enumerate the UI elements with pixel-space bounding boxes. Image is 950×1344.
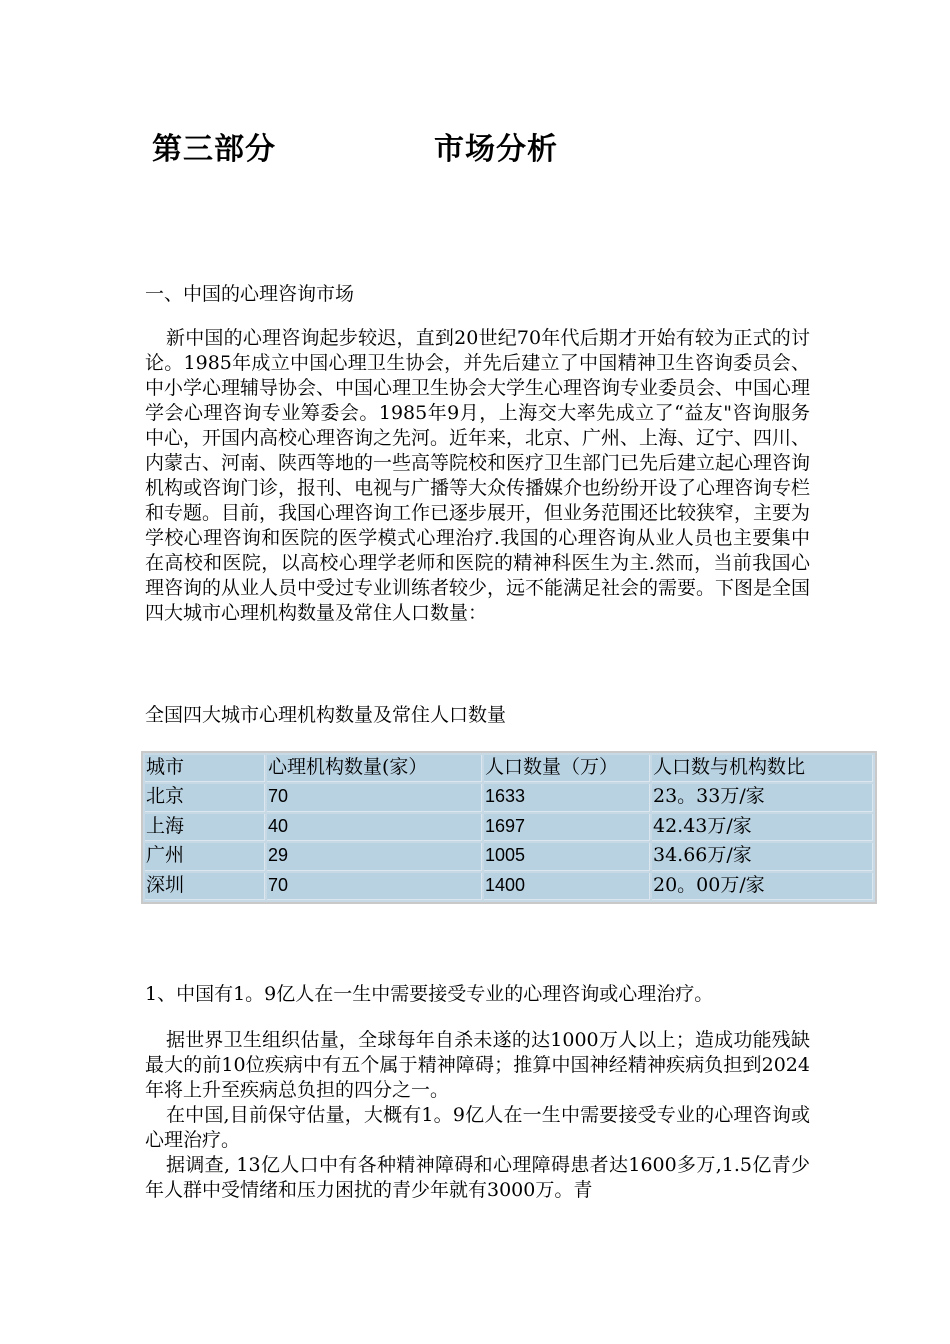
table-cell: 1400 <box>484 873 650 900</box>
table-row <box>145 814 873 841</box>
title-part: 第三部分 <box>152 132 276 167</box>
table-cell: 70 <box>267 873 482 900</box>
page-title <box>152 124 558 168</box>
table-header-cell: 城市 <box>145 755 265 782</box>
table-row <box>145 873 873 900</box>
body-paragraph: 在中国,目前保守估量，大概有1。9亿人在一生中需要接受专业的心理咨询或心理治疗。 <box>145 1104 810 1151</box>
table-cell: 1005 <box>484 843 650 870</box>
table-cell: 1633 <box>484 784 650 811</box>
table-row <box>145 843 873 870</box>
table-caption: 全国四大城市心理机构数量及常住人口数量 <box>145 704 507 726</box>
table-cell: 上海 <box>145 814 265 841</box>
table-cell: 40 <box>267 814 482 841</box>
table-cell: 北京 <box>145 784 265 811</box>
body-paragraph: 据调查, 13亿人口中有各种精神障碍和心理障碍患者达1600多万,1.5亿青少年人群中受情绪和压力困扰的青少年就有3000万。青 <box>145 1154 810 1201</box>
city-data-table <box>141 751 877 904</box>
body-paragraph: 据世界卫生组织估量，全球每年自杀未遂的达1000万人以上；造成功能残缺最大的前10位疾病中有五个属于精神障碍；推算中国神经精神疾病负担到2024年将上升至疾病总负担的四分之一。 <box>145 1029 810 1101</box>
table-cell: 广州 <box>145 843 265 870</box>
table-cell: 29 <box>267 843 482 870</box>
table-row <box>145 784 873 811</box>
table-header-cell: 人口数与机构数比 <box>652 755 873 782</box>
table-cell: 20。00万/家 <box>652 873 873 900</box>
table-header-cell: 人口数量（万） <box>484 755 650 782</box>
table-cell: 34.66万/家 <box>652 843 873 870</box>
table-cell: 1697 <box>484 814 650 841</box>
table-header-cell: 心理机构数量(家） <box>267 755 482 782</box>
title-name: 市场分析 <box>434 132 558 167</box>
intro-paragraph: 新中国的心理咨询起步较迟，直到20世纪70年代后期才开始有较为正式的讨论。1985年成立中国心理卫生协会，并先后建立了中国精神卫生咨询委员会、中小学心理辅导协会、中国心理卫生协会大学生心理咨询专业委员会、中国心理学会心理咨询专业筹委会。1985年9月，上海交大率先成立了“益友"咨询服务中心，开国内高校心理咨询之先河。近年来，北京、广州、上海、辽宁、四川、内蒙古、河南、陕西等地的一些高等院校和医疗卫生部门已先后建立起心理咨询机构或咨询门诊，报刊、电视与广播等大众传播媒介也纷纷开设了心理咨询专栏和专题。目前，我国心理咨询工作已逐步展开，但业务范围还比较狭窄，主要为学校心理咨询和医院的医学模式心理治疗.我国的心理咨询从业人员也主要集中在高校和医院，以高校心理学老师和医院的精神科医生为主.然而，当前我国心理咨询的从业人员中受过专业训练者较少，远不能满足社会的需要。下图是全国四大城市心理机构数量及常住人口数量： <box>145 327 811 624</box>
table-header-row <box>145 755 873 782</box>
table-cell: 深圳 <box>145 873 265 900</box>
list-item: 1、中国有1。9亿人在一生中需要接受专业的心理咨询或心理治疗。 <box>145 983 714 1005</box>
section-heading: 一、中国的心理咨询市场 <box>145 283 355 305</box>
table-cell: 70 <box>267 784 482 811</box>
table-cell: 42.43万/家 <box>652 814 873 841</box>
table-cell: 23。33万/家 <box>652 784 873 811</box>
